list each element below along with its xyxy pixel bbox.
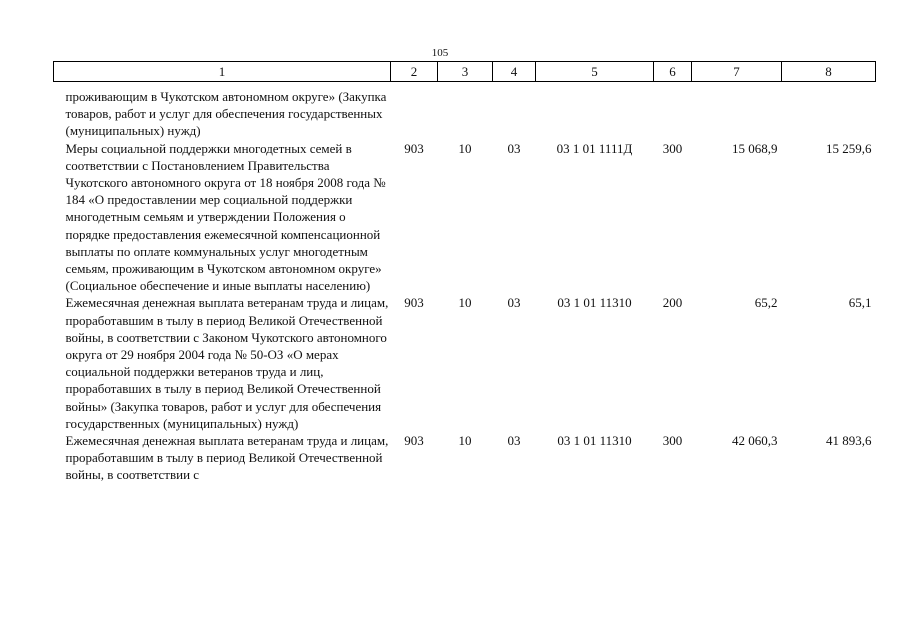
cell-section: 10 (458, 433, 472, 449)
cell-ministry-code (391, 82, 438, 140)
cell-expense-type (654, 82, 692, 140)
cell-amount-year2 (782, 82, 876, 140)
table-row (54, 432, 876, 484)
column-header-3: 3 (438, 62, 493, 82)
cell-amount-year1: 15 068,9 (732, 140, 778, 156)
column-header-2: 2 (391, 62, 438, 82)
cell-target-article (536, 82, 654, 140)
cell-expense-type: 300 (662, 140, 683, 156)
column-header-5: 5 (536, 62, 654, 82)
table-row (54, 140, 876, 295)
cell-amount-year1: 42 060,3 (732, 433, 778, 449)
column-header-4: 4 (493, 62, 536, 82)
cell-target-article: 03 1 01 11310 (557, 295, 632, 311)
column-header-7: 7 (692, 62, 782, 82)
column-header-6: 6 (654, 62, 692, 82)
cell-amount-year2: 65,1 (848, 295, 872, 311)
cell-expense-type: 200 (662, 295, 683, 311)
row-description: Ежемесячная денежная выплата ветеранам труда и лицам, проработавшим в тылу в период Великой Отечественной войны, в соответствии с (65, 433, 389, 483)
cell-section: 10 (458, 140, 472, 156)
cell-target-article: 03 1 01 11310 (557, 433, 632, 449)
cell-ministry-code: 903 (404, 295, 424, 311)
cell-subsection: 03 (507, 140, 521, 156)
cell-target-article: 03 1 01 1111Д (556, 140, 633, 156)
cell-amount-year1 (692, 82, 782, 140)
table-row (54, 82, 876, 140)
table-header-row (54, 62, 876, 82)
cell-amount-year2: 15 259,6 (826, 140, 872, 156)
cell-ministry-code: 903 (404, 433, 424, 449)
column-header-1: 1 (54, 62, 391, 82)
table-row (54, 294, 876, 432)
row-description: проживающим в Чукотском автономном округе» (Закупка товаров, работ и услуг для обеспечения государственных (муниципальных) нужд) (65, 89, 387, 139)
cell-subsection: 03 (507, 295, 521, 311)
cell-section: 10 (458, 295, 472, 311)
cell-amount-year1: 65,2 (754, 295, 778, 311)
cell-subsection (493, 82, 536, 140)
page-number: 105 (431, 47, 449, 59)
row-description: Ежемесячная денежная выплата ветеранам труда и лицам, проработавшим в тылу в период Великой Отечественной войны, в соответствии с Законом Чукотского автономного округа от 29 ноября 2004 года № 50-ОЗ «О мерах социальной поддержки ветеранов труда и лиц, проработавших в тылу в период Великой Отечественной войны» (Закупка товаров, работ и услуг для обеспечения государственных (муниципальных) нужд) (65, 295, 389, 431)
cell-amount-year2: 41 893,6 (826, 433, 872, 449)
column-header-8: 8 (782, 62, 876, 82)
budget-table (53, 61, 876, 484)
cell-expense-type: 300 (662, 433, 683, 449)
cell-section (438, 82, 493, 140)
cell-ministry-code: 903 (404, 140, 424, 156)
row-description: Меры социальной поддержки многодетных семей в соответствии с Постановлением Правительства Чукотского автономного округа от 18 ноября 2008 года № 184 «О предоставлении мер социальной поддержки многодетным семьям и утверждении Положения о порядке предоставления ежемесячной компенсационной выплаты по оплате коммунальных услуг многодетным семьям, проживающим в Чукотском автономном округе» (Социальное обеспечение и иные выплаты населению) (65, 140, 386, 294)
cell-subsection: 03 (507, 433, 521, 449)
